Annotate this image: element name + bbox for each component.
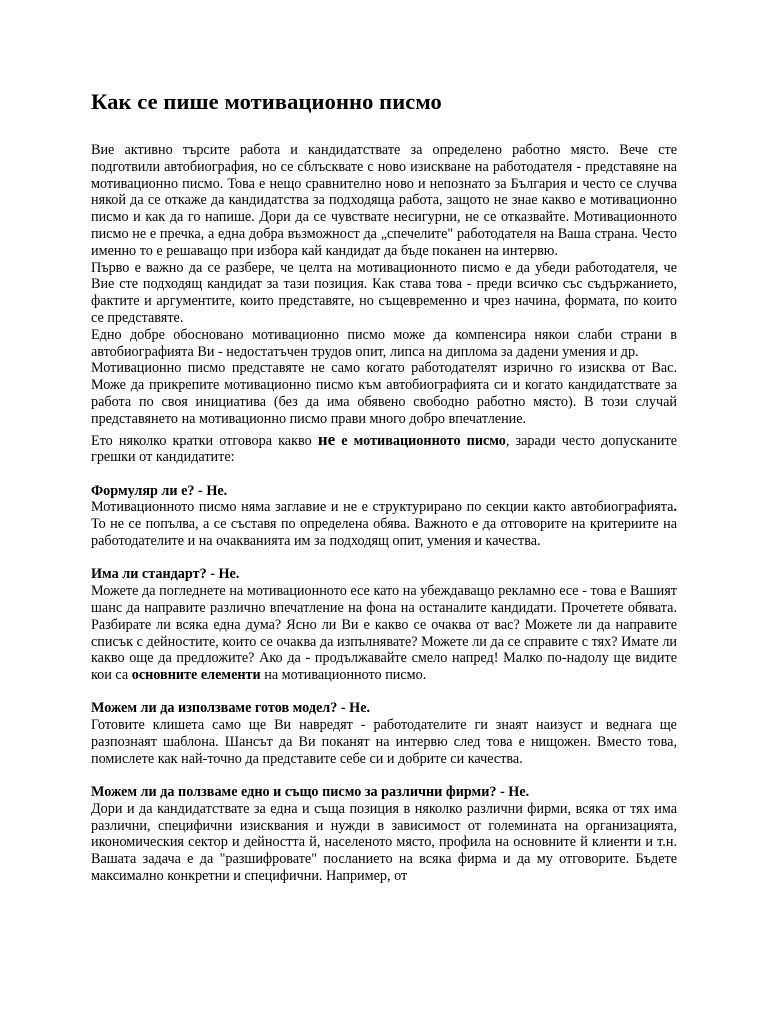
intro-paragraph-2: Първо е важно да се разбере, че целта на мотивационното писмо е да убеди работодателя, че Вие сте подходящ кандидат за тази позиция. Как става това - преди всичко със съдържанието, фактите и аргументите, които представяте, но същевременно и чрез начина, формата, по които се представяте. <box>91 259 677 326</box>
section-heading-template: Можем ли да използваме готов модел? - Не. <box>91 700 371 717</box>
section-text-standard-b: на мотивационното писмо. <box>260 667 427 684</box>
section-text-standard <box>91 583 677 684</box>
mistakes-intro-emphasis: не <box>317 429 336 449</box>
section-text-form <box>91 499 677 549</box>
section-text-template: Готовите клишета само ще Ви навредят - работодателите ги знаят наизуст и веднага ще разпознаят шаблона. Шансът да Ви поканят на интервю след това е нищожен. Вместо това, помислете как най-точно да представите себе си и добрите си качества. <box>91 717 677 767</box>
section-text-form-b: То не се попълва, а се съставя по определена обява. Важното е да отговорите на критериите на работодателите и на очакванията им за подходящ опит, умения и качества. <box>91 516 677 550</box>
mistakes-intro-paragraph <box>91 429 678 467</box>
page-title: Как се пише мотивационно писмо <box>91 89 442 114</box>
section-text-standard-bold: основните елементи <box>131 667 261 684</box>
section-heading-same-letter: Можем ли да ползваме едно и също писмо за различни фирми? - Не. <box>91 784 530 801</box>
section-heading-form: Формуляр ли е? - Не. <box>91 482 228 499</box>
intro-paragraph-4: Мотивационно писмо представяте не само когато работодателят изрично го изисква от Вас. Може да прикрепите мотивационно писмо към автобиографията си и когато кандидатствате за работа по своя инициатива (без да има обявено свободно работно място). В този случай представянето на мотивационно писмо прави много добро впечатление. <box>91 360 677 427</box>
section-heading-standard: Има ли стандарт? - Не. <box>91 566 240 583</box>
intro-paragraph-1: Вие активно търсите работа и кандидатствате за определено работно място. Вече сте подготвили автобиография, но се сблъсквате с ново изискване на работодателя - представяне на мотивационно писмо. Това е нещо сравнително ново и непознато за България и често се случва някой да се откаже да кандидатства за подходяща работа, защото не знае какво е мотивационно писмо и как да го напише. Дори да се чувствате несигурни, не се отказвайте. Мотивационното писмо не е пречка, а една добра възможност да „спечелите" работодателя на Ваша страна. Често именно то е решаващо при избора кай кандидат да бъде поканен на интервю. <box>91 142 677 259</box>
mistakes-intro-text-a: Ето няколко кратки отговора какво <box>91 432 318 449</box>
section-text-standard-a: Можете да погледнете на мотивационното есе като на убеждаващо рекламно есе - това е Вашият шанс да направите различно впечатление на фона на останалите кандидати. Прочетете обявата. Разбирате ли всяка една дума? Ясно ли Ви е какво се очаква от вас? Можете ли да направите списък с дейностите, които се очаква да изпълнявате? Можете ли да се справите с тях? Имате ли какво още да предложите? Ако да - продължавайте смело напред! Малко по-надолу ще видите кои са <box>91 583 677 684</box>
mistakes-intro-bold: е мотивационното писмо <box>335 432 506 449</box>
section-text-same-letter: Дори и да кандидатствате за една и съща позиция в няколко различни фирми, всяка от тях има различни, специфични изисквания и нужди в зависимост от големината на организацията, икономическия сектор и дейността й, населеното място, профила на основните й клиенти и т.н. Вашата задача е да "разшифровате" посланието на всяка фирма и да му отговорите. Бъдете максимално конкретни и специфични. Например, от <box>91 800 677 885</box>
section-text-form-dot: . <box>673 499 677 516</box>
section-text-form-a: Мотивационното писмо няма заглавие и не е структурирано по секции както автобиографията <box>91 499 674 516</box>
intro-paragraph-3: Едно добре обосновано мотивационно писмо може да компенсира някои слаби страни в автобиографията Ви - недостатъчен трудов опит, липса на диплома за дадени умения и др. <box>91 326 677 360</box>
mistakes-intro-text-c: , заради често допусканите грешки от кандидатите: <box>91 432 678 466</box>
